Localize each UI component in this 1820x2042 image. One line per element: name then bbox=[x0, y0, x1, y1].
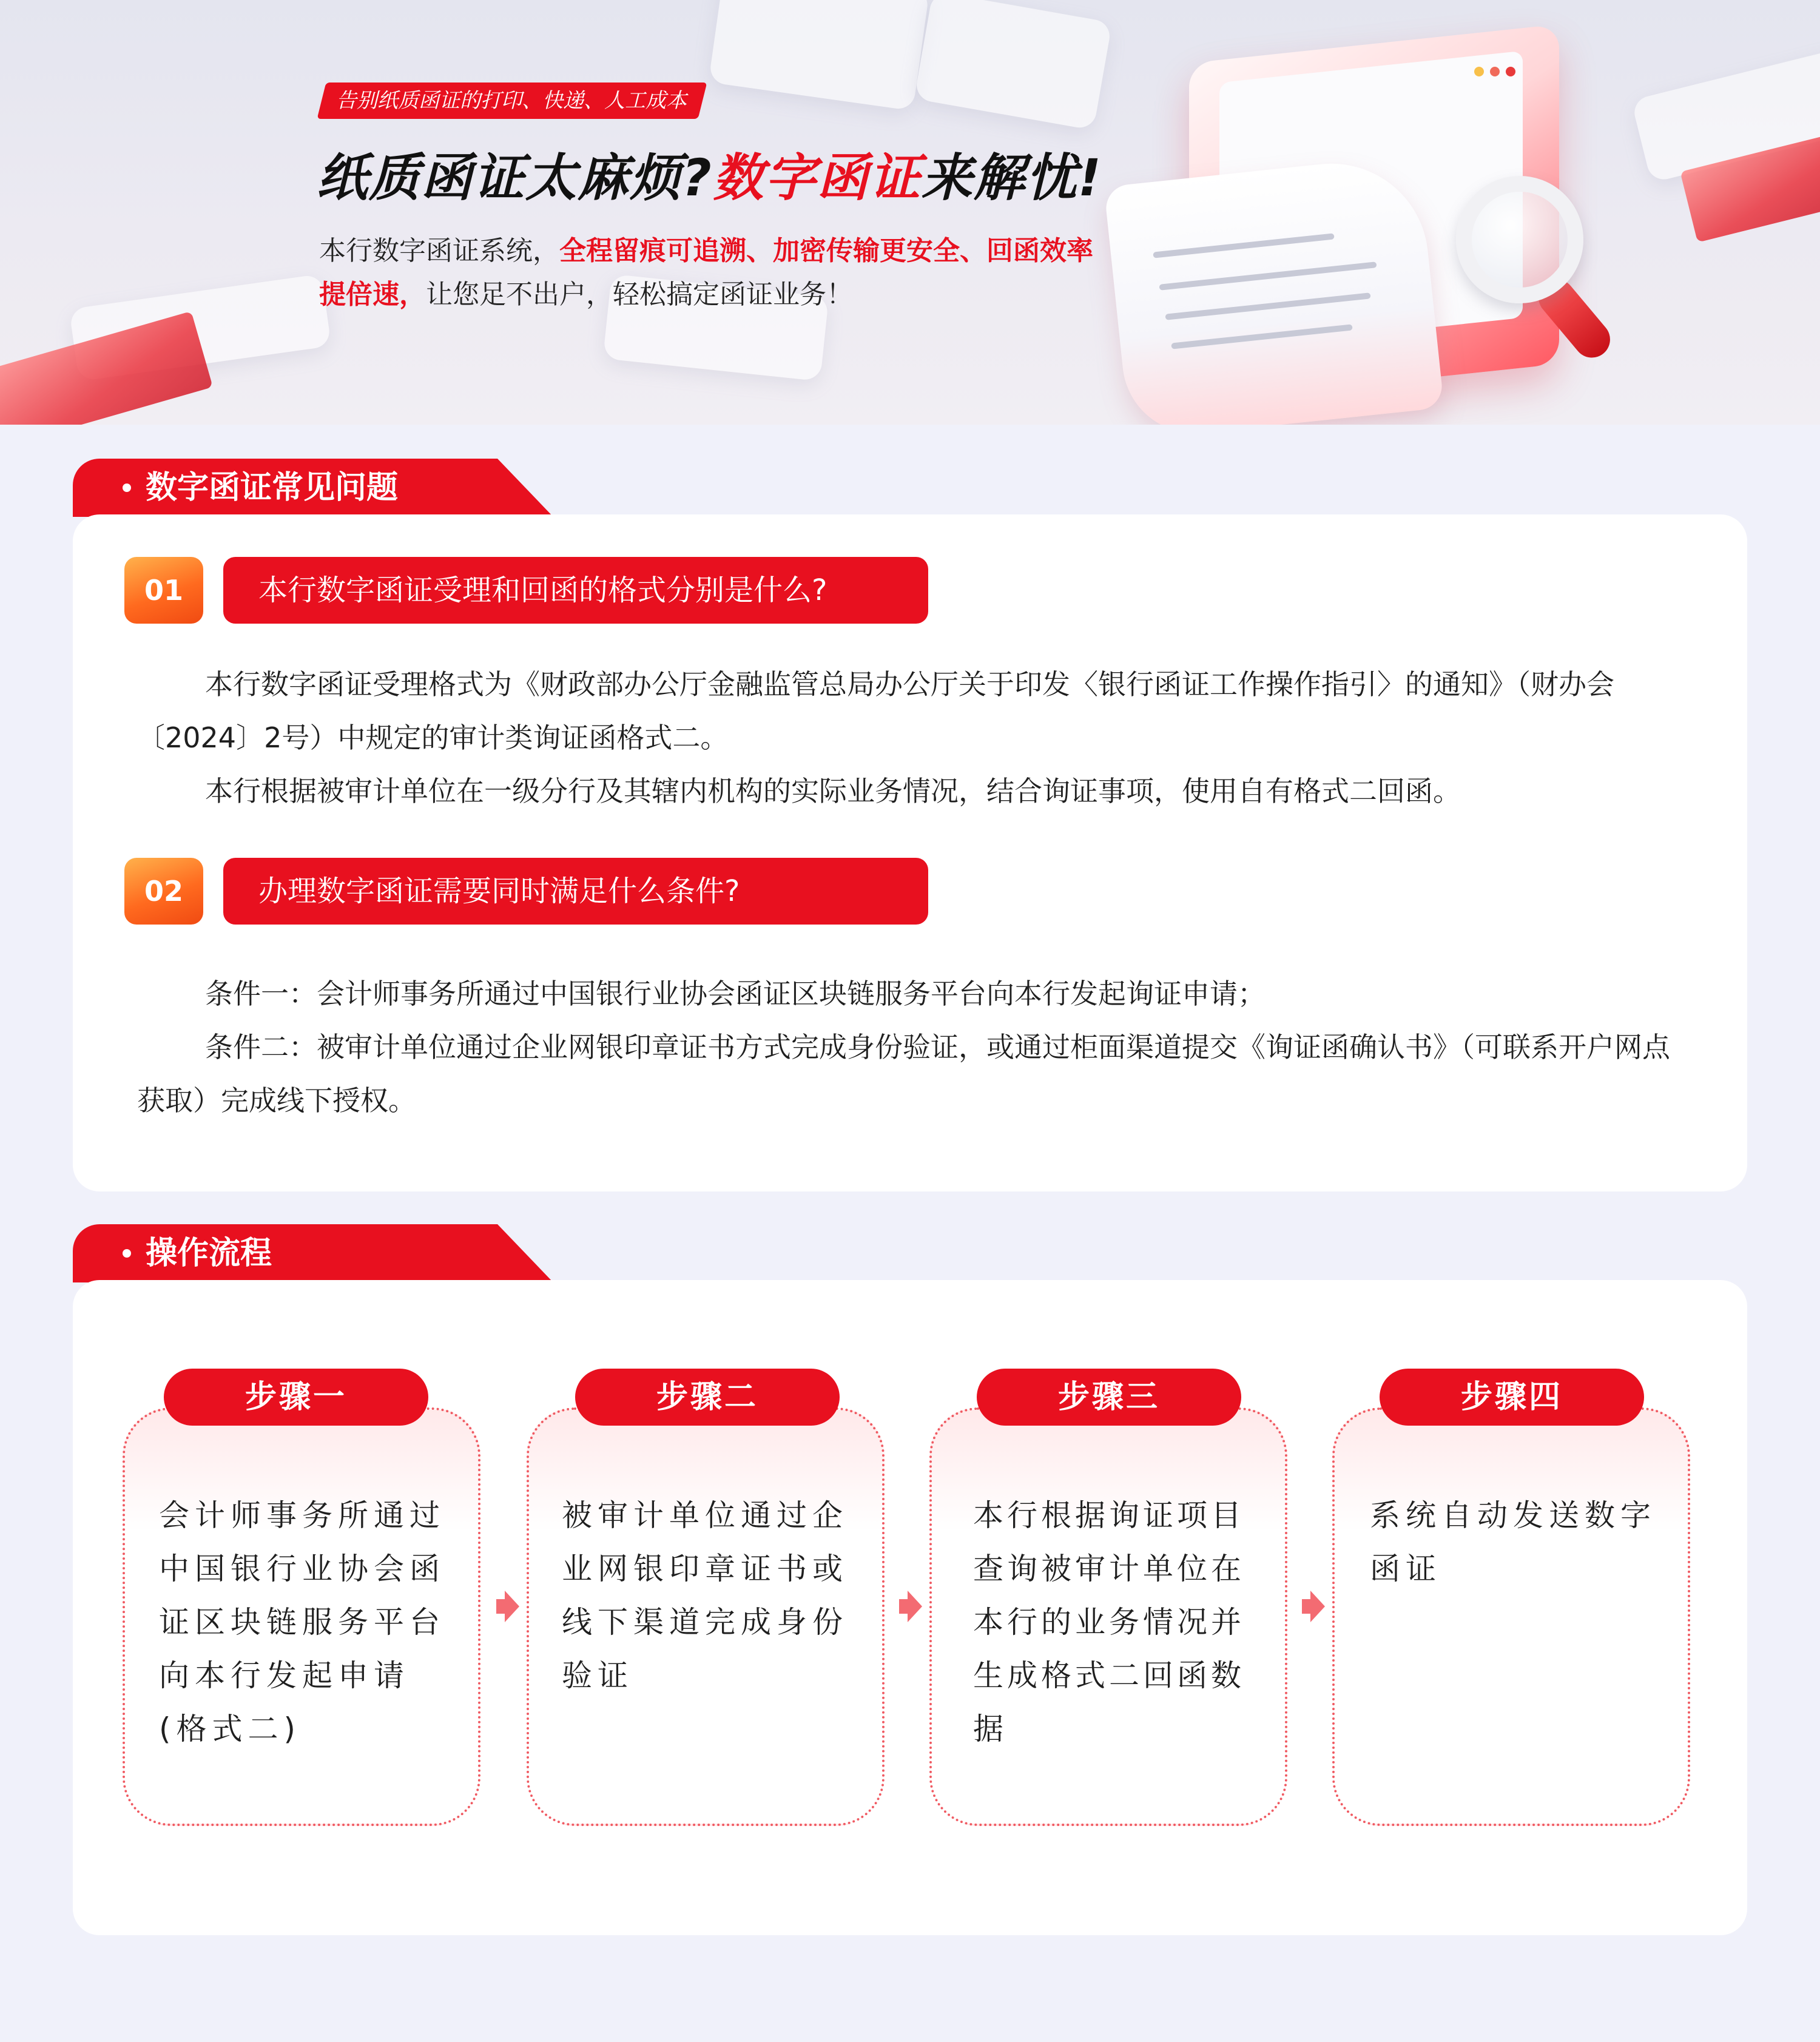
hero-banner bbox=[0, 0, 1820, 425]
step-description: 被审计单位通过企业网银印章证书或线下渠道完成身份验证 bbox=[562, 1498, 848, 1693]
document-icon bbox=[1104, 154, 1444, 425]
step-label: 步骤三 bbox=[977, 1369, 1241, 1426]
step-label: 步骤一 bbox=[164, 1369, 428, 1426]
bullet-dot-icon bbox=[123, 1249, 131, 1258]
arrow-right-icon bbox=[1302, 1588, 1326, 1625]
step-label: 步骤二 bbox=[575, 1369, 840, 1426]
answer-block bbox=[137, 967, 1696, 1127]
magnifier-icon bbox=[1456, 176, 1583, 303]
step-box bbox=[1332, 1407, 1690, 1826]
hero-headline: 纸质函证太麻烦?数字函证来解忧! bbox=[317, 148, 1103, 207]
step-description: 本行根据询证项目查询被审计单位在本行的业务情况并生成格式二回函数据 bbox=[973, 1498, 1245, 1747]
answer-paragraph: 本行数字函证受理格式为《财政部办公厅金融监管总局办公厅关于印发〈银行函证工作操作指引〉的通知》（财办会〔2024〕2号）中规定的审计类询证函格式二。 bbox=[137, 668, 1614, 754]
process-section-title: 操作流程 bbox=[146, 1235, 272, 1272]
process-section-tab bbox=[73, 1224, 497, 1282]
question-number: 01 bbox=[124, 557, 203, 624]
question-number: 02 bbox=[124, 858, 203, 925]
arrow-right-icon bbox=[899, 1588, 923, 1625]
step-label: 步骤四 bbox=[1380, 1369, 1644, 1426]
hero-description: 本行数字函证系统，全程留痕可追溯、加密传输更安全、回函效率提倍速，让您足不出户，轻松搞定函证业务！ bbox=[319, 235, 1093, 310]
question-title: 本行数字函证受理和回函的格式分别是什么? bbox=[223, 557, 928, 624]
step-description: 系统自动发送数字函证 bbox=[1370, 1498, 1656, 1586]
answer-paragraph: 本行根据被审计单位在一级分行及其辖内机构的实际业务情况，结合询证事项，使用自有格式二回函。 bbox=[205, 775, 1461, 807]
faq-section-tab bbox=[73, 459, 497, 517]
bg-tile bbox=[709, 0, 930, 111]
faq-section-title: 数字函证常见问题 bbox=[146, 470, 399, 506]
hero-tagline: 告别纸质函证的打印、快递、人工成本 bbox=[317, 83, 707, 119]
answer-block bbox=[137, 658, 1696, 818]
answer-paragraph: 条件一：会计师事务所通过中国银行业协会函证区块链服务平台向本行发起询证申请； bbox=[205, 977, 1266, 1010]
window-dots bbox=[1474, 67, 1522, 79]
arrow-right-icon bbox=[496, 1588, 521, 1625]
step-description: 会计师事务所通过中国银行业协会函证区块链服务平台向本行发起申请(格式二) bbox=[159, 1498, 445, 1747]
answer-paragraph: 条件二：被审计单位通过企业网银印章证书方式完成身份验证，或通过柜面渠道提交《询证函确认书》（可联系开户网点获取）完成线下授权。 bbox=[137, 1031, 1670, 1117]
bg-tile bbox=[914, 0, 1113, 130]
bullet-dot-icon bbox=[123, 484, 131, 492]
question-title: 办理数字函证需要同时满足什么条件? bbox=[223, 858, 928, 925]
